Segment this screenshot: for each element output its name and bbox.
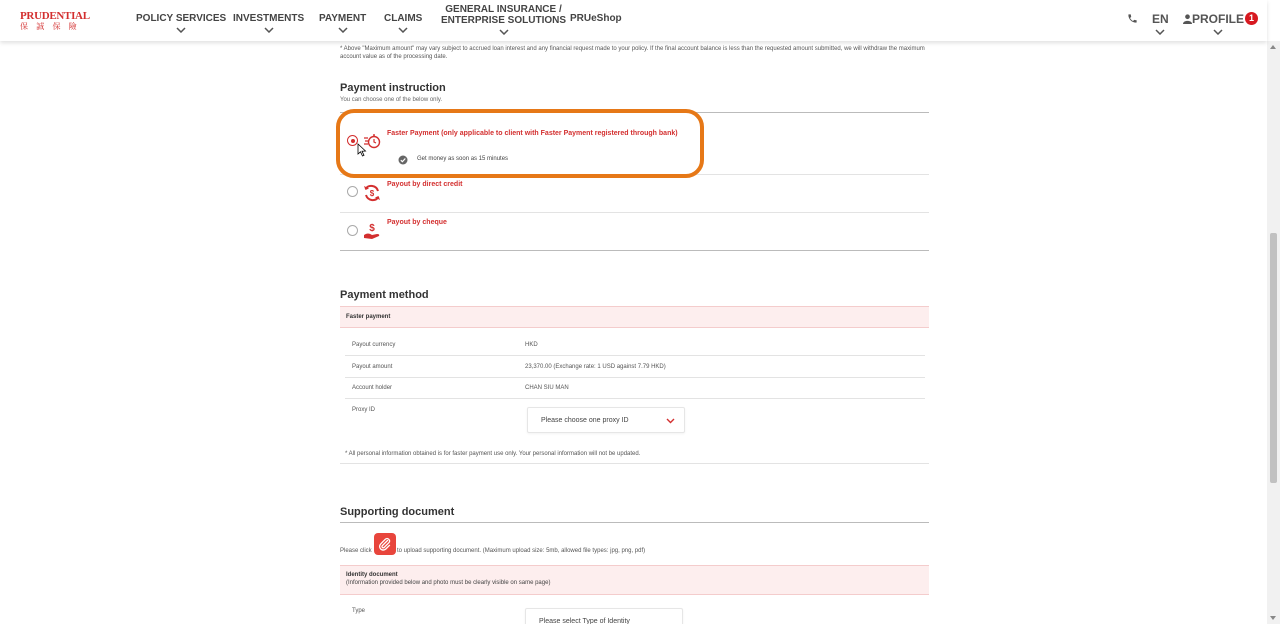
table-row	[340, 356, 920, 378]
max-amount-note: * Above "Maximum amount" may vary subject to accrued loan interest and any financial request made to your policy. If the final account balance is less than the requested amount submitted, we will withdraw the maximum account value as of the processing date.	[340, 46, 925, 60]
row-key: Payout currency	[352, 342, 396, 348]
chevron-down-icon	[176, 27, 186, 33]
chevron-down-icon	[1155, 29, 1165, 35]
profile-menu[interactable]	[1183, 12, 1258, 35]
scroll-down-icon[interactable]	[1270, 616, 1276, 620]
section-divider	[340, 250, 929, 251]
identity-type-placeholder: Please select Type of Identity	[539, 618, 630, 624]
page-scrollbar[interactable]	[1267, 41, 1280, 624]
nav-label: PAYMENT	[319, 13, 367, 24]
supporting-document-title: Supporting document	[340, 506, 455, 518]
row-key: Account holder	[352, 385, 393, 391]
chevron-down-icon	[338, 27, 348, 33]
prudential-logo[interactable]	[20, 10, 100, 32]
upload-prefix: Please click	[340, 548, 372, 554]
logo-text: PRUDENTIAL	[20, 10, 90, 22]
scroll-up-icon[interactable]	[1270, 45, 1276, 49]
table-row	[340, 334, 920, 356]
row-value: HKD	[525, 342, 538, 348]
identity-document-note: (Information provided below and photo must be clearly visible on same page)	[346, 580, 551, 586]
nav-label: POLICY SERVICES	[136, 13, 227, 24]
cheque-radio[interactable]	[347, 225, 358, 236]
faster-payment-note: Get money as soon as 15 minutes	[417, 156, 509, 162]
section-divider	[340, 522, 929, 523]
nav-claims[interactable]	[384, 14, 422, 33]
faster-payment-header-label: Faster payment	[346, 314, 391, 320]
nav-payment[interactable]	[319, 14, 366, 33]
nav-prueshop[interactable]	[570, 14, 622, 24]
profile-label: PROFILE	[1192, 12, 1245, 26]
chevron-down-icon	[1213, 29, 1223, 35]
personal-info-footnote: * All personal information obtained is for faster payment use only. Your personal information will not be updated.	[345, 451, 641, 457]
row-key: Payout amount	[352, 364, 393, 370]
language-label: EN	[1152, 12, 1169, 26]
language-selector[interactable]	[1152, 12, 1169, 35]
payment-instruction-subtitle: You can choose one of the below only.	[340, 97, 443, 103]
mouse-cursor-icon	[357, 143, 367, 157]
proxy-id-select[interactable]	[527, 407, 685, 433]
notification-badge: 1	[1245, 12, 1258, 25]
nav-label-line2: ENTERPRISE SOLUTIONS	[441, 15, 567, 26]
row-value: 23,370.00 (Exchange rate: 1 USD against 7.79 HKD)	[525, 364, 666, 370]
option-divider	[340, 212, 929, 213]
chevron-down-icon	[666, 418, 675, 424]
faster-payment-label[interactable]: Faster Payment (only applicable to client with Faster Payment registered through bank)	[387, 130, 678, 137]
upload-button[interactable]	[374, 533, 396, 555]
row-key: Proxy ID	[352, 407, 376, 413]
faster-payment-highlight	[336, 109, 704, 178]
row-value: CHAN SIU MAN	[525, 385, 569, 391]
identity-type-select[interactable]	[525, 608, 683, 624]
direct-credit-radio[interactable]	[347, 186, 358, 197]
svg-text:$: $	[369, 189, 375, 198]
chevron-down-icon	[398, 27, 408, 33]
top-navigation	[0, 0, 1267, 41]
payment-method-title: Payment method	[340, 289, 429, 301]
identity-document-header	[340, 565, 929, 595]
chevron-down-icon	[499, 29, 509, 35]
cheque-hand-icon	[362, 221, 382, 241]
phone-icon[interactable]	[1127, 13, 1138, 24]
nav-label: INVESTMENTS	[233, 13, 305, 24]
user-icon	[1183, 14, 1192, 24]
direct-credit-icon	[362, 183, 382, 203]
nav-investments[interactable]	[233, 14, 304, 33]
nav-policy-services[interactable]	[136, 14, 226, 33]
nav-label: PRUeShop	[570, 13, 622, 24]
nav-label: CLAIMS	[384, 13, 423, 24]
faster-payment-header	[340, 306, 929, 328]
paperclip-icon	[378, 537, 392, 551]
upload-instructions: to upload supporting document. (Maximum upload size: 5mb, allowed file types: jpg, png, pdf)	[397, 548, 646, 554]
section-divider	[340, 463, 929, 464]
svg-text:$: $	[369, 223, 375, 234]
payment-instruction-title: Payment instruction	[340, 82, 446, 94]
table-row	[340, 377, 920, 399]
logo-chinese-text: 保 誠 保 險	[20, 22, 80, 31]
chevron-down-icon	[264, 27, 274, 33]
type-label: Type	[352, 608, 366, 614]
nav-label-line1: GENERAL INSURANCE /	[445, 4, 562, 15]
scrollbar-thumb[interactable]	[1270, 233, 1277, 483]
nav-general-insurance[interactable]	[441, 5, 566, 35]
proxy-id-placeholder: Please choose one proxy ID	[541, 417, 629, 424]
cheque-label[interactable]: Payout by cheque	[387, 219, 447, 226]
direct-credit-label[interactable]: Payout by direct credit	[387, 181, 463, 188]
identity-document-label: Identity document	[346, 572, 398, 578]
